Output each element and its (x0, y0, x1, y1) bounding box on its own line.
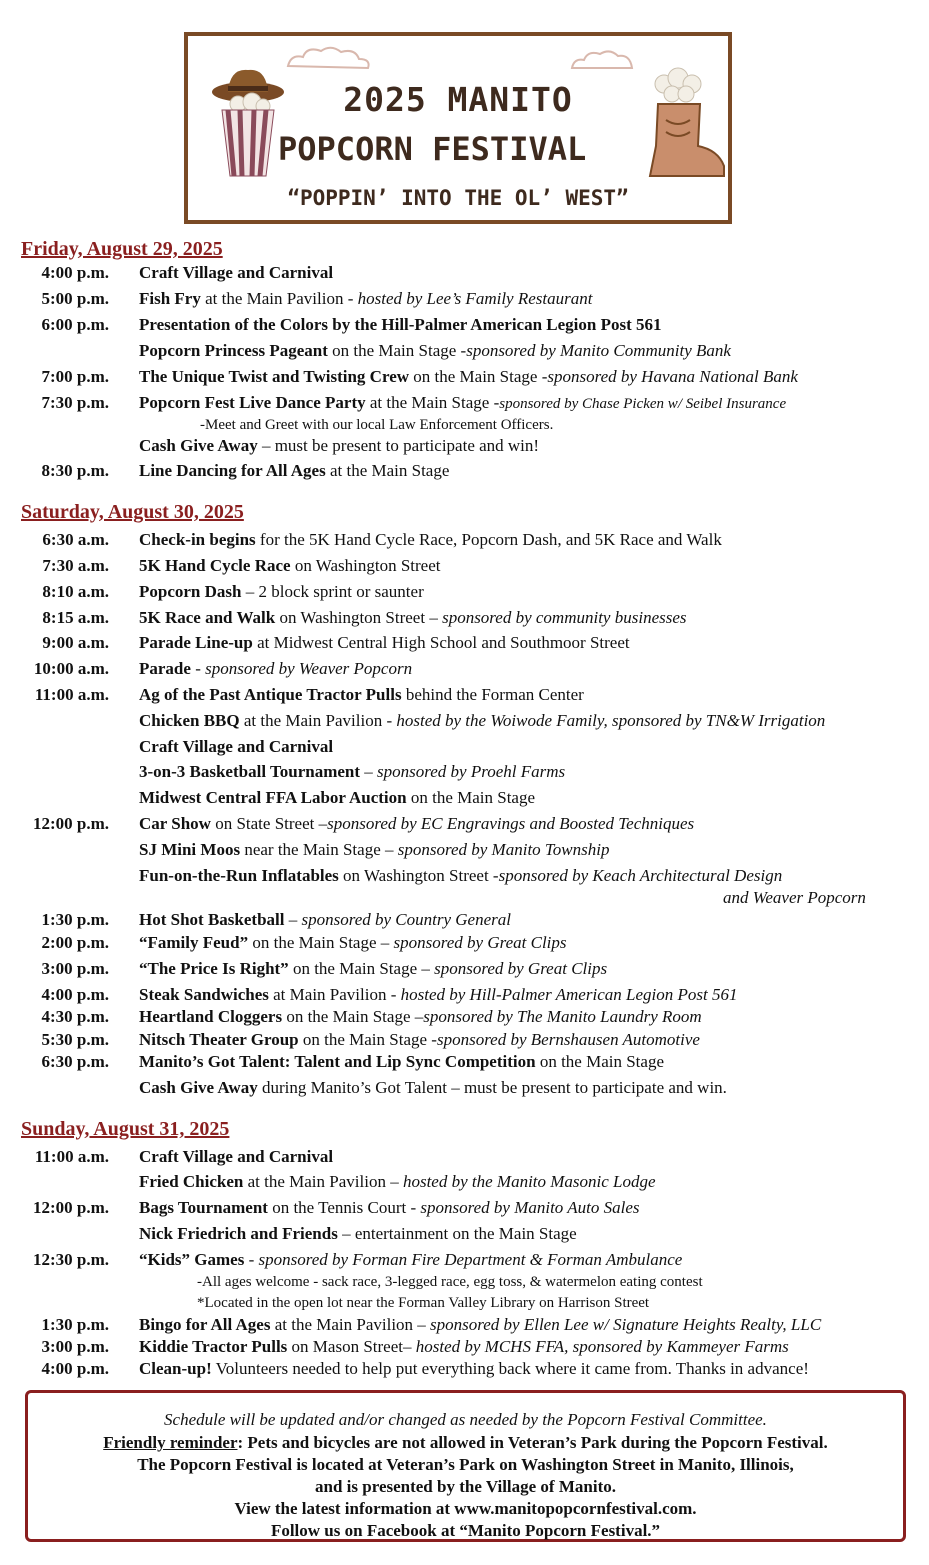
footer-notice (25, 1390, 906, 1542)
event-detail: at the Main Pavilion - (239, 711, 397, 730)
event-sponsor: sponsored by The Manito Laundry Room (423, 1007, 702, 1026)
event-description (139, 985, 737, 1005)
event-description (139, 1172, 656, 1192)
event-title: Ag of the Past Antique Tractor Pulls (139, 685, 402, 704)
event-time: 12:30 p.m. (32, 1250, 109, 1269)
event-description (139, 1147, 333, 1167)
event-description (139, 1250, 682, 1270)
event-sponsor: hosted by Lee’s Family Restaurant (357, 289, 593, 308)
event-description (139, 436, 539, 456)
event-title: Fun-on-the-Run Inflatables (139, 866, 339, 885)
event-description (139, 341, 731, 361)
event-title: Midwest Central FFA Labor Auction (139, 788, 407, 807)
event-sponsor: sponsored by Havana National Bank (547, 367, 798, 386)
sunday-heading: Sunday, August 31, 2025 (21, 1118, 230, 1140)
event-detail: at Main Pavilion - (268, 985, 401, 1004)
event-description (139, 866, 782, 886)
event-detail: on the Main Stage (406, 788, 536, 807)
event-sponsor: sponsored by Chase Picken w/ Seibel Insurance (499, 396, 787, 412)
event-title: Steak Sandwiches (139, 985, 269, 1004)
footer-schedule-note: Schedule will be updated and/or changed as needed by the Popcorn Festival Committee. (164, 1410, 767, 1429)
event-sponsor: hosted by the Woiwode Family, sponsored by TN&W Irrigation (396, 711, 826, 730)
event-detail: near the Main Stage – (240, 840, 398, 859)
event-description (139, 608, 687, 628)
event-sponsor: sponsored by Manito Auto Sales (420, 1198, 640, 1217)
event-title: Parade Line-up (139, 633, 253, 652)
friday-note: -Meet and Greet with our local Law Enforcement Officers. (200, 417, 554, 433)
event-title: Cash Give Away (139, 1078, 258, 1097)
festival-title-line2: POPCORN FESTIVAL (278, 130, 587, 168)
event-description (139, 1315, 821, 1335)
event-detail: during Manito’s Got Talent – must be present to participate and win. (257, 1078, 727, 1097)
event-detail: on Washington Street - (338, 866, 499, 885)
event-description (139, 762, 565, 782)
event-sponsor: sponsored by Proehl Farms (377, 762, 566, 781)
event-sponsor: sponsored by community businesses (442, 608, 687, 627)
event-sponsor: sponsored by Forman Fire Department & Forman Ambulance (258, 1250, 683, 1269)
event-detail: on the Main Stage (535, 1052, 664, 1071)
event-description (139, 933, 567, 953)
event-detail: – (360, 762, 378, 781)
footer-website: View the latest information at www.manitopopcornfestival.com. (234, 1499, 697, 1518)
event-detail: for the 5K Hand Cycle Race, Popcorn Dash, and 5K Race and Walk (255, 530, 722, 549)
event-title: Popcorn Dash (139, 582, 242, 601)
event-description (139, 1030, 700, 1050)
event-description (139, 659, 412, 679)
event-title: Popcorn Princess Pageant (139, 341, 328, 360)
event-time: 6:00 p.m. (41, 315, 109, 334)
event-detail: – must be present to participate and win! (257, 436, 540, 455)
event-detail: at the Main Stage (325, 461, 450, 480)
cloud-icon (568, 46, 638, 72)
sunday-note: *Located in the open lot near the Forman Valley Library on Harrison Street (197, 1295, 650, 1311)
event-description (139, 289, 592, 309)
event-title: Hot Shot Basketball (139, 910, 285, 929)
footer-facebook: Follow us on Facebook at “Manito Popcorn Festival.” (270, 1521, 661, 1540)
event-description (139, 685, 584, 705)
event-description (139, 1198, 640, 1218)
event-time: 4:30 p.m. (41, 1007, 109, 1026)
event-sponsor: sponsored by Manito Community Bank (466, 341, 731, 360)
event-time: 6:30 a.m. (42, 530, 109, 549)
event-sponsor: hosted by MCHS FFA, sponsored by Kammeyer Farms (415, 1337, 789, 1356)
event-title: Presentation of the Colors by the Hill-Palmer American Legion Post 561 (139, 315, 662, 334)
event-time: 6:30 p.m. (41, 1052, 109, 1071)
event-title: Fried Chicken (139, 1172, 244, 1191)
event-detail: at the Main Pavilion – (270, 1315, 431, 1334)
event-sponsor: sponsored by Great Clips (393, 933, 567, 952)
event-description (139, 814, 694, 834)
event-time: 1:30 p.m. (41, 1315, 109, 1334)
event-time: 8:30 p.m. (41, 461, 109, 480)
event-time: 11:00 a.m. (34, 1147, 109, 1166)
festival-tagline: “POPPIN’ INTO THE OL’ WEST” (287, 186, 629, 210)
event-description (139, 263, 333, 283)
event-sponsor: sponsored by Country General (301, 910, 511, 929)
event-title: “The Price Is Right” (139, 959, 289, 978)
event-title: Line Dancing for All Ages (139, 461, 326, 480)
event-title: The Unique Twist and Twisting Crew (139, 367, 410, 386)
event-time: 12:00 p.m. (32, 814, 109, 833)
event-description (139, 1078, 727, 1098)
event-time: 8:15 a.m. (42, 608, 109, 627)
event-title: Clean-up! (139, 1359, 212, 1378)
festival-title-line1: 2025 MANITO (343, 80, 573, 119)
event-title: Car Show (139, 814, 211, 833)
event-description (139, 315, 662, 335)
event-description (139, 1359, 809, 1379)
event-title: Craft Village and Carnival (139, 737, 334, 756)
event-title: Popcorn Fest Live Dance Party (139, 393, 366, 412)
event-description (139, 788, 535, 808)
event-detail: on Mason Street– (287, 1337, 416, 1356)
festival-header (184, 32, 732, 224)
event-time: 10:00 a.m. (33, 659, 109, 678)
event-detail: on the Main Stage – (282, 1007, 424, 1026)
event-title: Cash Give Away (139, 436, 258, 455)
event-title: 3-on-3 Basketball Tournament (139, 762, 361, 781)
event-detail: at the Main Pavilion - (200, 289, 358, 308)
event-time: 3:00 p.m. (41, 1337, 109, 1356)
event-time: 9:00 a.m. (42, 633, 109, 652)
event-detail: on Washington Street (290, 556, 441, 575)
event-description (139, 393, 786, 414)
friday-heading: Friday, August 29, 2025 (21, 238, 223, 260)
event-title: Nitsch Theater Group (139, 1030, 299, 1049)
event-detail: on the Main Stage – (248, 933, 394, 952)
event-description (139, 959, 607, 979)
event-time: 4:00 p.m. (41, 1359, 109, 1378)
event-title: Fish Fry (139, 289, 201, 308)
event-detail: on the Main Stage - (409, 367, 548, 386)
event-detail: - (244, 1250, 259, 1269)
sunday-note: -All ages welcome - sack race, 3-legged race, egg toss, & watermelon eating contest (197, 1274, 703, 1290)
event-title: 5K Hand Cycle Race (139, 556, 291, 575)
event-sponsor: sponsored by Weaver Popcorn (205, 659, 413, 678)
event-time: 5:00 p.m. (41, 289, 109, 308)
footer-location: The Popcorn Festival is located at Veteran’s Park on Washington Street in Manito, Illinois, (137, 1455, 794, 1474)
event-title: Parade (139, 659, 191, 678)
event-description (139, 711, 825, 731)
event-time: 3:00 p.m. (41, 959, 109, 978)
event-title: Bingo for All Ages (139, 1315, 271, 1334)
event-description (139, 530, 722, 550)
event-detail: at the Main Stage - (365, 393, 500, 412)
event-detail: - (190, 659, 206, 678)
event-time: 12:00 p.m. (32, 1198, 109, 1217)
event-title: 5K Race and Walk (139, 608, 276, 627)
event-detail: on State Street – (210, 814, 328, 833)
event-detail: at the Main Pavilion – (243, 1172, 403, 1191)
event-time: 7:30 a.m. (42, 556, 109, 575)
event-description (139, 367, 798, 387)
event-sponsor: sponsored by Bernshausen Automotive (436, 1030, 700, 1049)
event-description (139, 1224, 577, 1244)
event-description (139, 633, 630, 653)
event-description (139, 840, 610, 860)
event-detail: on Washington Street – (275, 608, 443, 627)
event-title: “Kids” Games (139, 1250, 245, 1269)
event-time: 7:00 p.m. (41, 367, 109, 386)
event-detail: on the Main Stage – (288, 959, 435, 978)
event-sponsor: sponsored by Keach Architectural Design (498, 866, 783, 885)
event-sponsor: sponsored by Great Clips (434, 959, 608, 978)
event-detail: on the Main Stage - (327, 341, 467, 360)
event-detail: on the Main Stage - (298, 1030, 437, 1049)
event-sponsor: sponsored by Manito Township (397, 840, 610, 859)
event-title: Chicken BBQ (139, 711, 240, 730)
event-detail: behind the Forman Center (401, 685, 584, 704)
event-detail: Volunteers needed to help put everything back where it came from. Thanks in advance! (211, 1359, 809, 1378)
event-time: 11:00 a.m. (34, 685, 109, 704)
event-description (139, 1052, 664, 1072)
event-title: Manito’s Got Talent: Talent and Lip Sync Competition (139, 1052, 536, 1071)
event-description (139, 1337, 789, 1357)
event-detail: on the Tennis Court - (267, 1198, 421, 1217)
event-description (139, 582, 424, 602)
event-detail: – entertainment on the Main Stage (337, 1224, 577, 1243)
event-title: Bags Tournament (139, 1198, 268, 1217)
event-time: 8:10 a.m. (42, 582, 109, 601)
event-description (139, 1007, 702, 1027)
event-time: 4:00 p.m. (41, 985, 109, 1004)
footer-reminder-label: Friendly reminder (103, 1433, 238, 1452)
event-title: “Family Feud” (139, 933, 249, 952)
event-time: 7:30 p.m. (41, 393, 109, 412)
saturday-heading: Saturday, August 30, 2025 (21, 501, 244, 523)
event-time: 1:30 p.m. (41, 910, 109, 929)
event-description (139, 556, 440, 576)
footer-reminder-text: : Pets and bicycles are not allowed in Veteran’s Park during the Popcorn Festival. (237, 1433, 828, 1452)
event-title: Nick Friedrich and Friends (139, 1224, 338, 1243)
event-title: Craft Village and Carnival (139, 1147, 334, 1166)
event-time: 4:00 p.m. (41, 263, 109, 282)
footer-presenter: and is presented by the Village of Manito. (315, 1477, 616, 1496)
event-time: 5:30 p.m. (41, 1030, 109, 1049)
event-sponsor: hosted by Hill-Palmer American Legion Post 561 (400, 985, 738, 1004)
event-description (139, 461, 449, 481)
event-description (139, 910, 511, 930)
cloud-icon (283, 42, 373, 72)
event-detail: – 2 block sprint or saunter (241, 582, 424, 601)
event-sponsor: sponsored by EC Engravings and Boosted Techniques (327, 814, 695, 833)
event-description (139, 737, 333, 757)
event-title: SJ Mini Moos (139, 840, 241, 859)
event-detail: at Midwest Central High School and Southmoor Street (252, 633, 630, 652)
event-sponsor: hosted by the Manito Masonic Lodge (402, 1172, 656, 1191)
event-title: Craft Village and Carnival (139, 263, 334, 282)
event-sponsor: sponsored by Ellen Lee w/ Signature Heights Realty, LLC (430, 1315, 822, 1334)
event-title: Check-in begins (139, 530, 256, 549)
event-time: 2:00 p.m. (41, 933, 109, 952)
event-title: Heartland Cloggers (139, 1007, 283, 1026)
event-detail: – (284, 910, 302, 929)
event-title: Kiddie Tractor Pulls (139, 1337, 288, 1356)
